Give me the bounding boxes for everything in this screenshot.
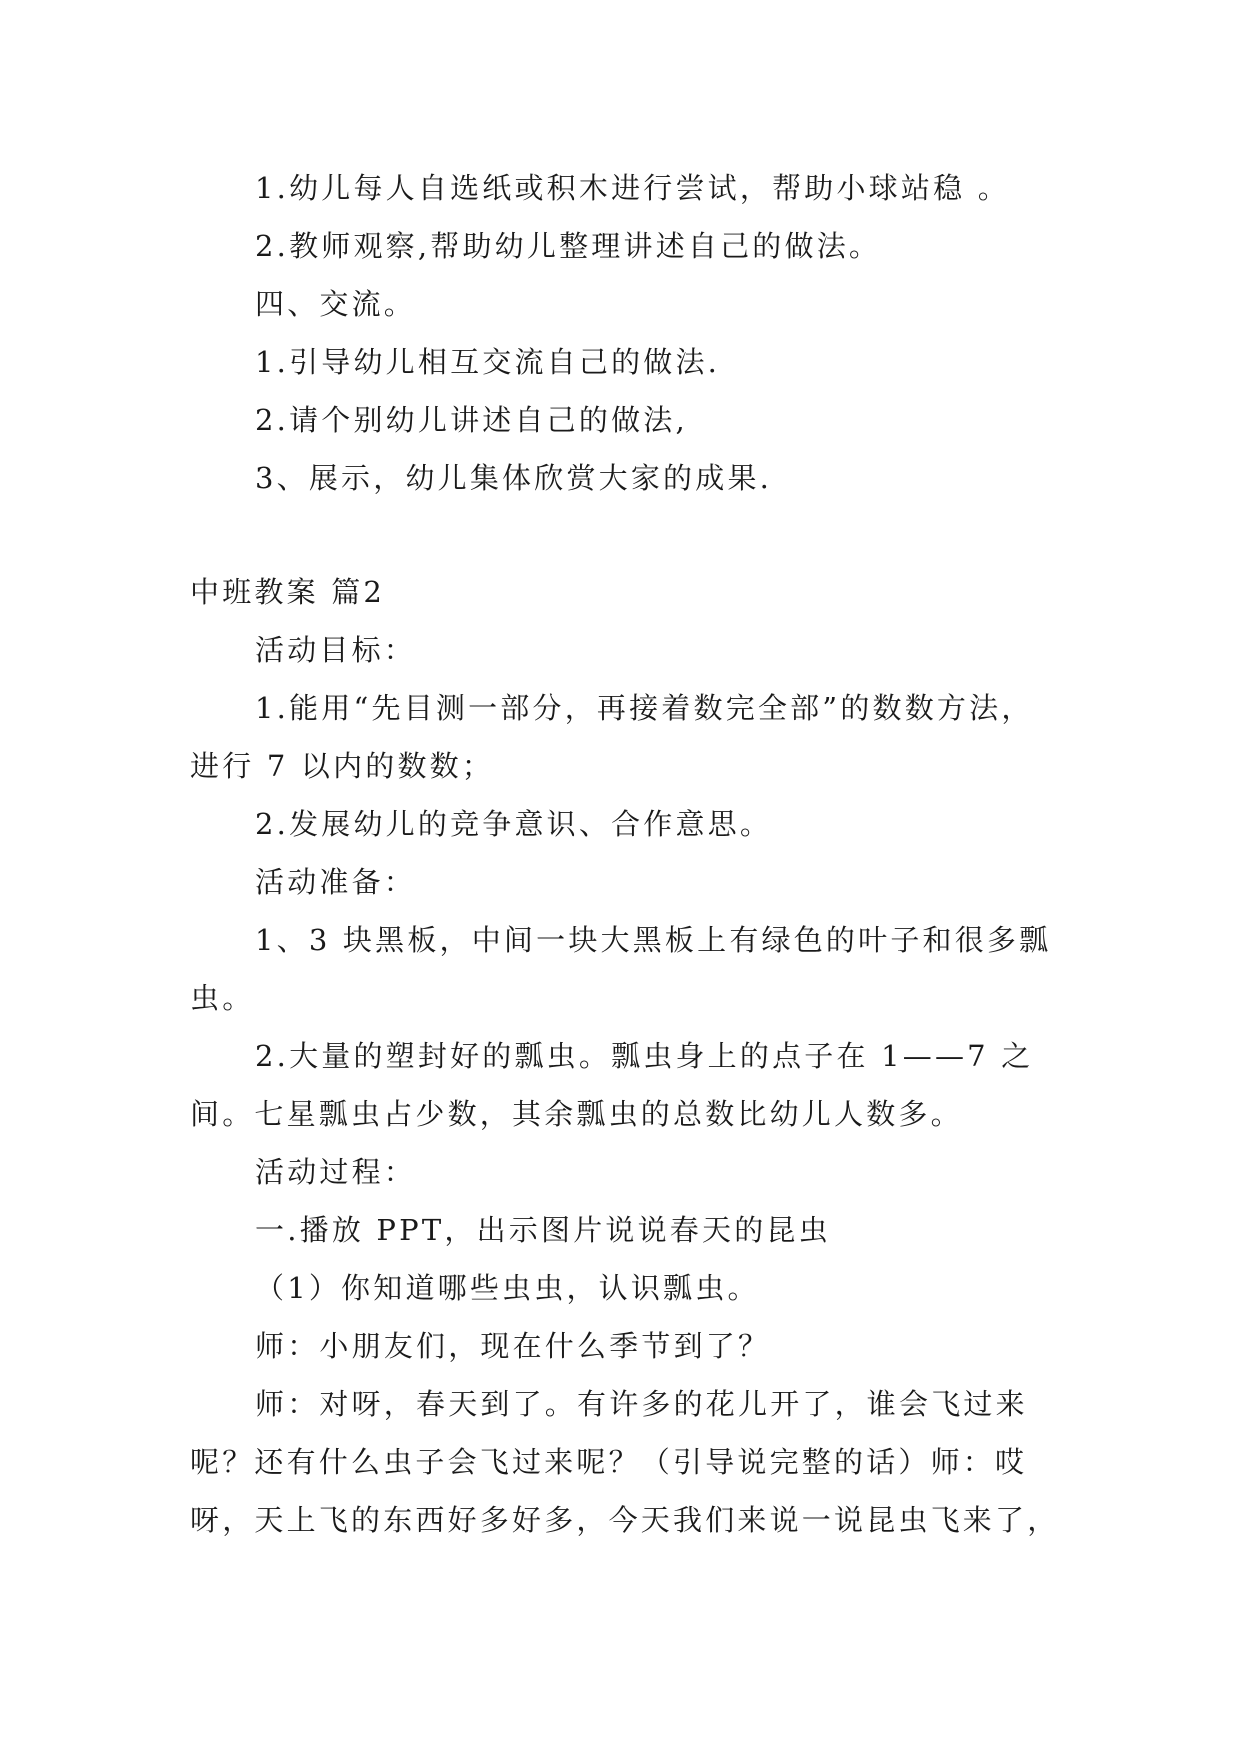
paragraph-line: 间。七星瓢虫占少数，其余瓢虫的总数比幼儿人数多。: [190, 1097, 963, 1131]
section-heading: 活动目标：: [255, 633, 417, 667]
paragraph-line: （1）你知道哪些虫虫，认识瓢虫。: [255, 1271, 760, 1305]
section-heading: 活动过程：: [255, 1155, 417, 1189]
paragraph-line: 呢？还有什么虫子会飞过来呢？（引导说完整的话）师：哎: [190, 1445, 1028, 1479]
paragraph-line: 呀，天上飞的东西好多好多，今天我们来说一说昆虫飞来了，: [190, 1503, 1060, 1537]
paragraph-line: 进行 7 以内的数数；: [190, 749, 495, 783]
section-heading: 四、交流。: [255, 287, 417, 321]
paragraph-line: 一.播放 PPT，出示图片说说春天的昆虫: [255, 1213, 831, 1247]
paragraph-line: 3、展示，幼儿集体欣赏大家的成果.: [255, 461, 773, 495]
article-title: 中班教案 篇2: [190, 575, 386, 609]
paragraph-line: 虫。: [190, 981, 255, 1015]
paragraph-line: 2.教师观察,帮助幼儿整理讲述自己的做法。: [255, 229, 882, 263]
paragraph-line: 1.幼儿每人自选纸或积木进行尝试，帮助小球站稳 。: [255, 171, 1010, 205]
paragraph-line: 师：对呀，春天到了。有许多的花儿开了，谁会飞过来: [255, 1387, 1028, 1421]
paragraph-line: 师：小朋友们，现在什么季节到了？: [255, 1329, 771, 1363]
paragraph-line: 1、3 块黑板，中间一块大黑板上有绿色的叶子和很多瓢: [255, 923, 1052, 957]
paragraph-line: 2.发展幼儿的竞争意识、合作意思。: [255, 807, 773, 841]
paragraph-line: 2.请个别幼儿讲述自己的做法,: [255, 403, 688, 437]
paragraph-line: 1.引导幼儿相互交流自己的做法.: [255, 345, 721, 379]
paragraph-line: 1.能用“先目测一部分，再接着数完全部”的数数方法，: [255, 691, 1034, 725]
paragraph-line: 2.大量的塑封好的瓢虫。瓢虫身上的点子在 1——7 之: [255, 1039, 1034, 1073]
section-heading: 活动准备：: [255, 865, 417, 899]
